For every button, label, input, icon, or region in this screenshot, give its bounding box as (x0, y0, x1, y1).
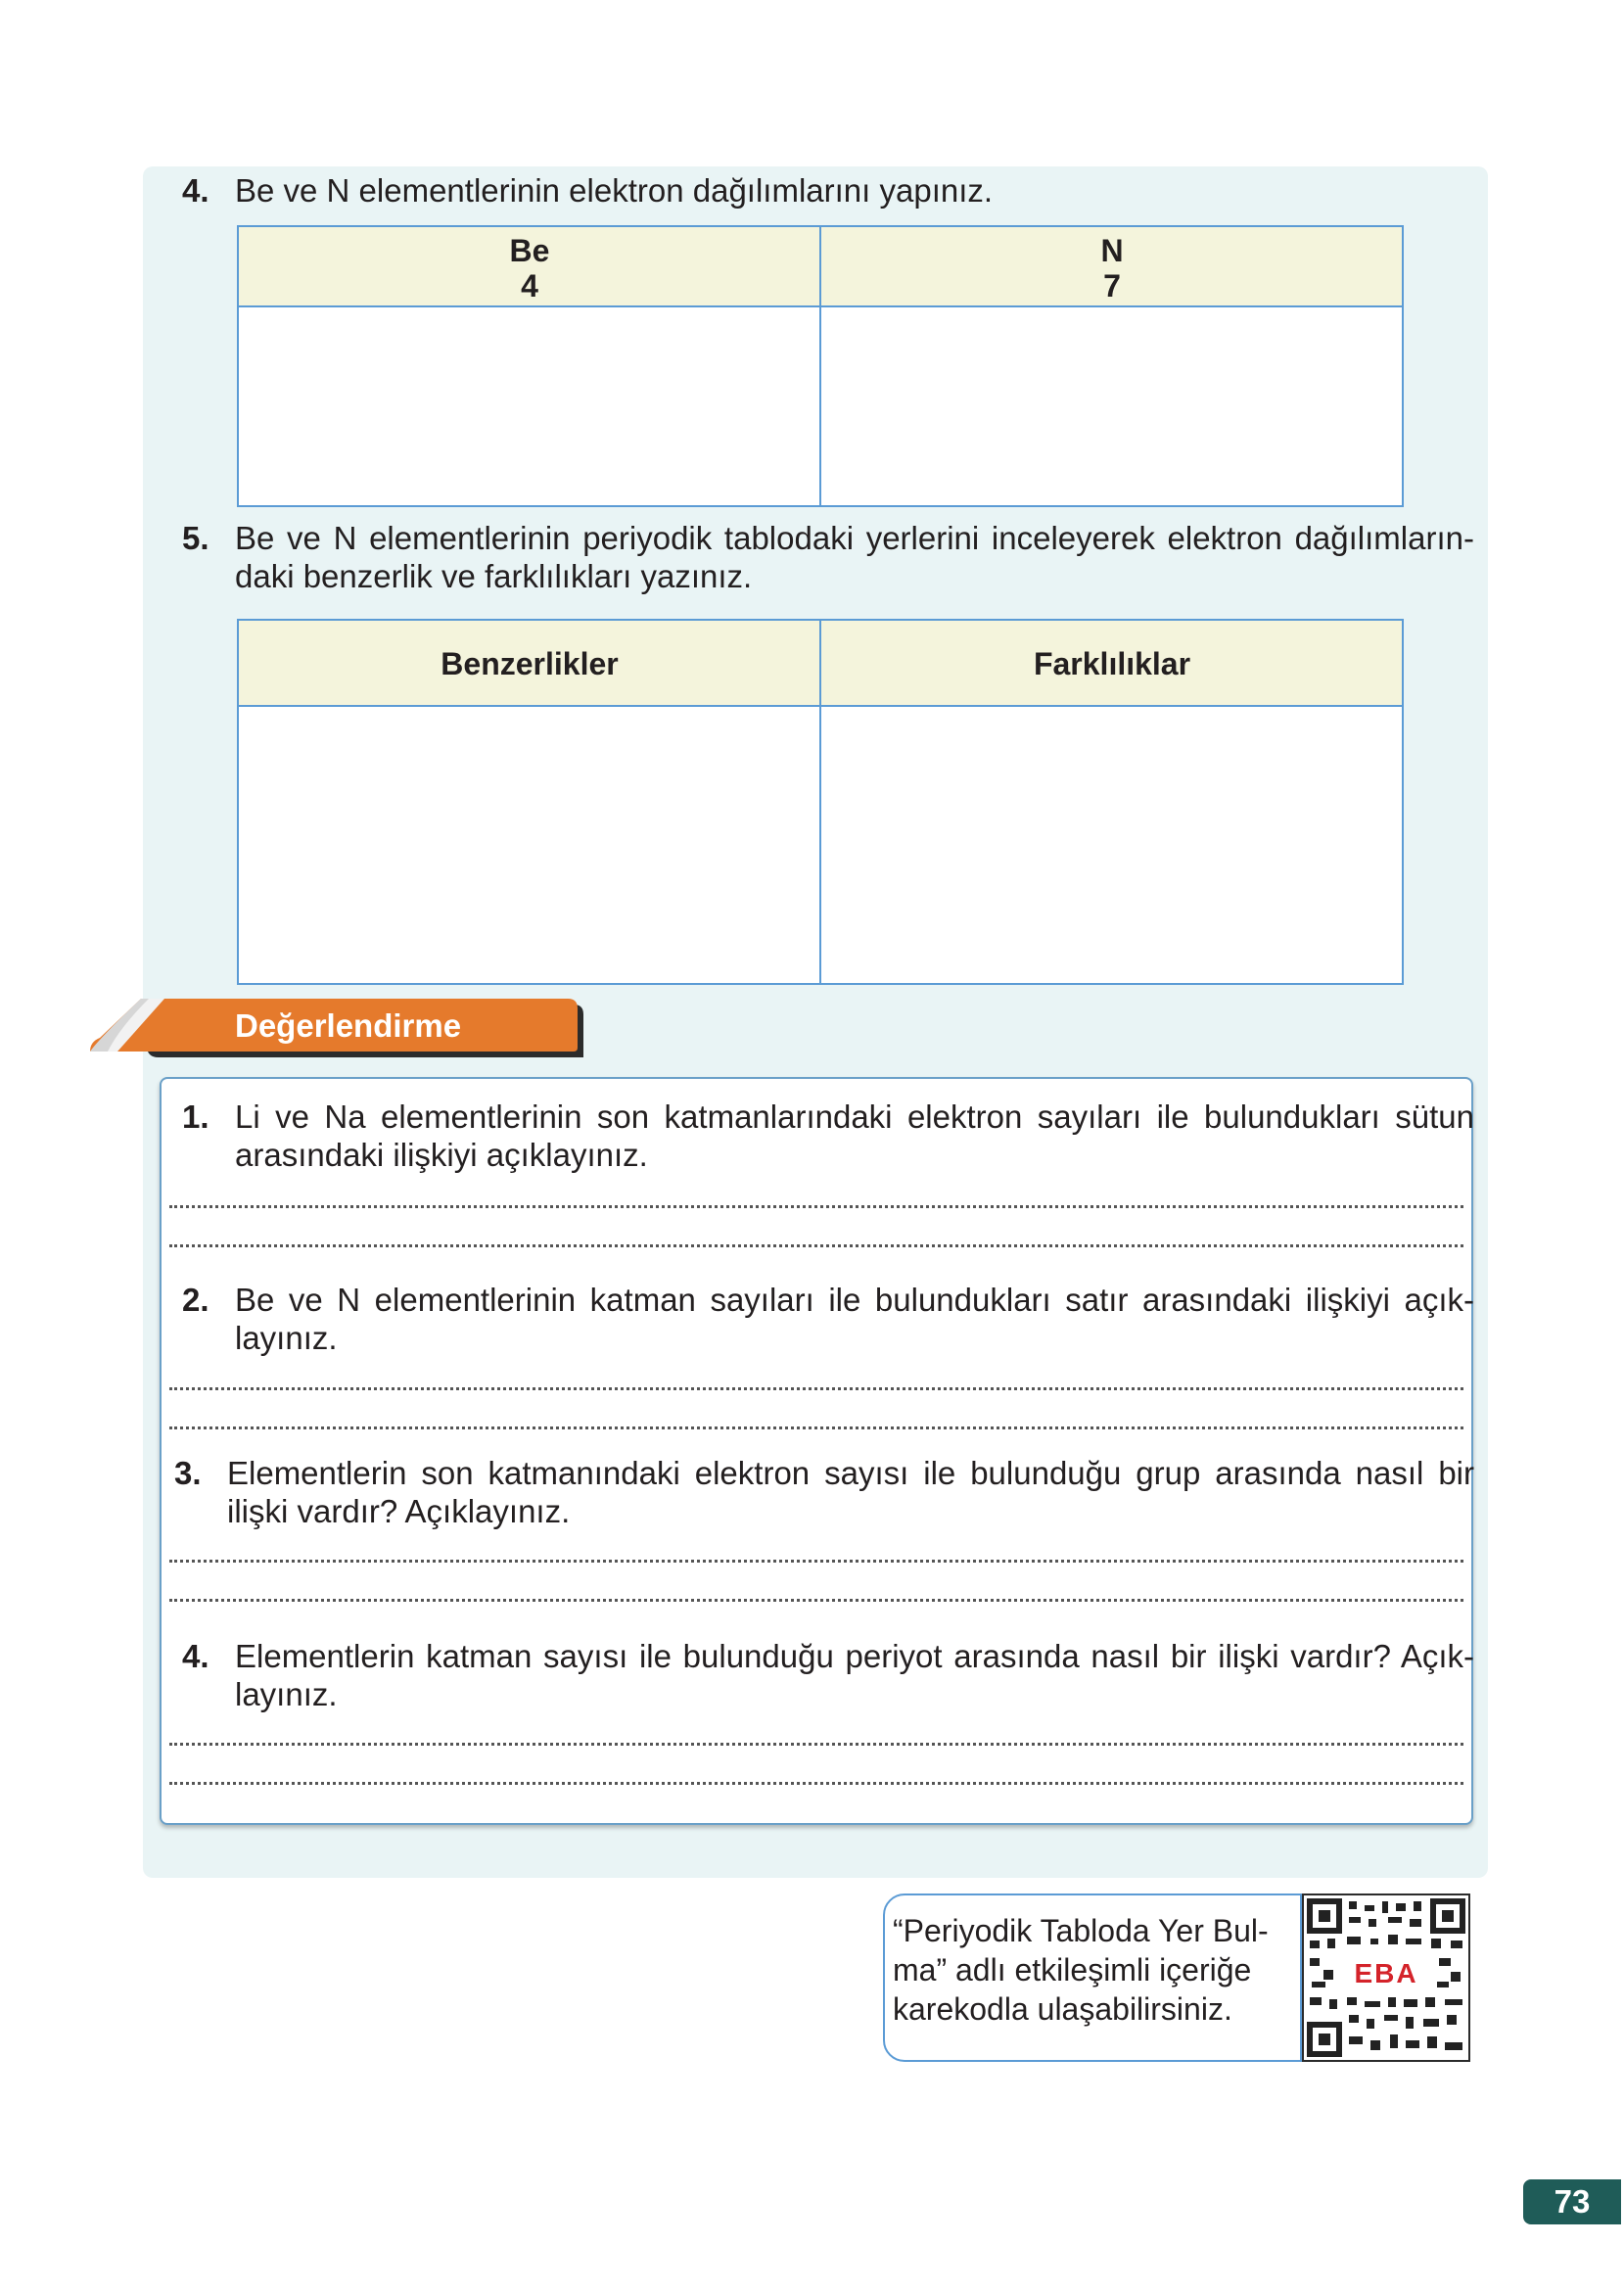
atomic-number: 7 (1103, 268, 1121, 304)
header-cell-be (239, 233, 820, 304)
answer-cell-differences[interactable] (823, 707, 1401, 981)
question-number: 2. (182, 1282, 209, 1318)
question-number: 4. (182, 172, 209, 209)
question-text: Be ve N elementlerinin elektron dağılımlarını yapınız. (235, 172, 994, 209)
question-text: Be ve N elementlerinin periyodik tablodaki yerlerini inceleyerek elektron dağılımların- (235, 520, 1474, 556)
evaluation-box (160, 1077, 1473, 1825)
question-text: Be ve N elementlerinin katman sayıları ile bulundukları satır arasındaki ilişkiyi açık- (235, 1282, 1474, 1318)
qr-code[interactable] (1302, 1894, 1470, 2062)
electron-distribution-table (237, 225, 1404, 507)
header-differences: Farklılıklar (1033, 646, 1191, 681)
qr-note-line: “Periyodik Tabloda Yer Bul- (893, 1913, 1269, 1948)
answer-line[interactable] (169, 1743, 1463, 1746)
question-text: ilişki vardır? Açıklayınız. (227, 1493, 571, 1529)
question-number: 3. (174, 1455, 202, 1491)
answer-line[interactable] (169, 1599, 1463, 1602)
question-text: daki benzerlik ve farklılıkları yazınız. (235, 558, 753, 594)
atomic-number: 4 (521, 268, 538, 304)
qr-note-text (893, 1911, 1288, 2029)
qr-note-line: ma” adlı etkileşimli içeriğe (893, 1952, 1252, 1987)
question-number: 1. (182, 1099, 209, 1135)
eba-logo: EBA (1354, 1958, 1418, 1988)
question-text: layınız. (235, 1320, 338, 1356)
page-number: 73 (1523, 2179, 1621, 2224)
header-cell-n (821, 233, 1403, 304)
answer-line[interactable] (169, 1205, 1463, 1208)
qr-note-line: karekodla ulaşabilirsiniz. (893, 1991, 1232, 2027)
element-symbol: Be (509, 233, 550, 268)
answer-line[interactable] (169, 1560, 1463, 1563)
question-text: layınız. (235, 1676, 338, 1712)
answer-cell-be[interactable] (241, 307, 816, 503)
question-text: arasındaki ilişkiyi açıklayınız. (235, 1137, 648, 1173)
comparison-table (237, 619, 1404, 985)
answer-line[interactable] (169, 1426, 1463, 1429)
answer-line[interactable] (169, 1244, 1463, 1247)
answer-line[interactable] (169, 1387, 1463, 1390)
question-text: Elementlerin son katmanındaki elektron sayısı ile bulunduğu grup arasında nasıl bir (227, 1455, 1474, 1491)
question-text: Elementlerin katman sayısı ile bulunduğu periyot arasında nasıl bir ilişki vardır? Açık- (235, 1638, 1474, 1674)
answer-line[interactable] (169, 1782, 1463, 1785)
answer-cell-n[interactable] (823, 307, 1401, 503)
question-number: 5. (182, 520, 209, 556)
question-text: Li ve Na elementlerinin son katmanlarındaki elektron sayıları ile bulundukları sütun (235, 1099, 1474, 1135)
element-symbol: N (1100, 233, 1124, 268)
qr-code-icon (1304, 1895, 1468, 2060)
evaluation-title: Değerlendirme (235, 1007, 462, 1044)
question-number: 4. (182, 1638, 209, 1674)
header-similarities: Benzerlikler (441, 646, 619, 681)
answer-cell-similarities[interactable] (241, 707, 816, 981)
